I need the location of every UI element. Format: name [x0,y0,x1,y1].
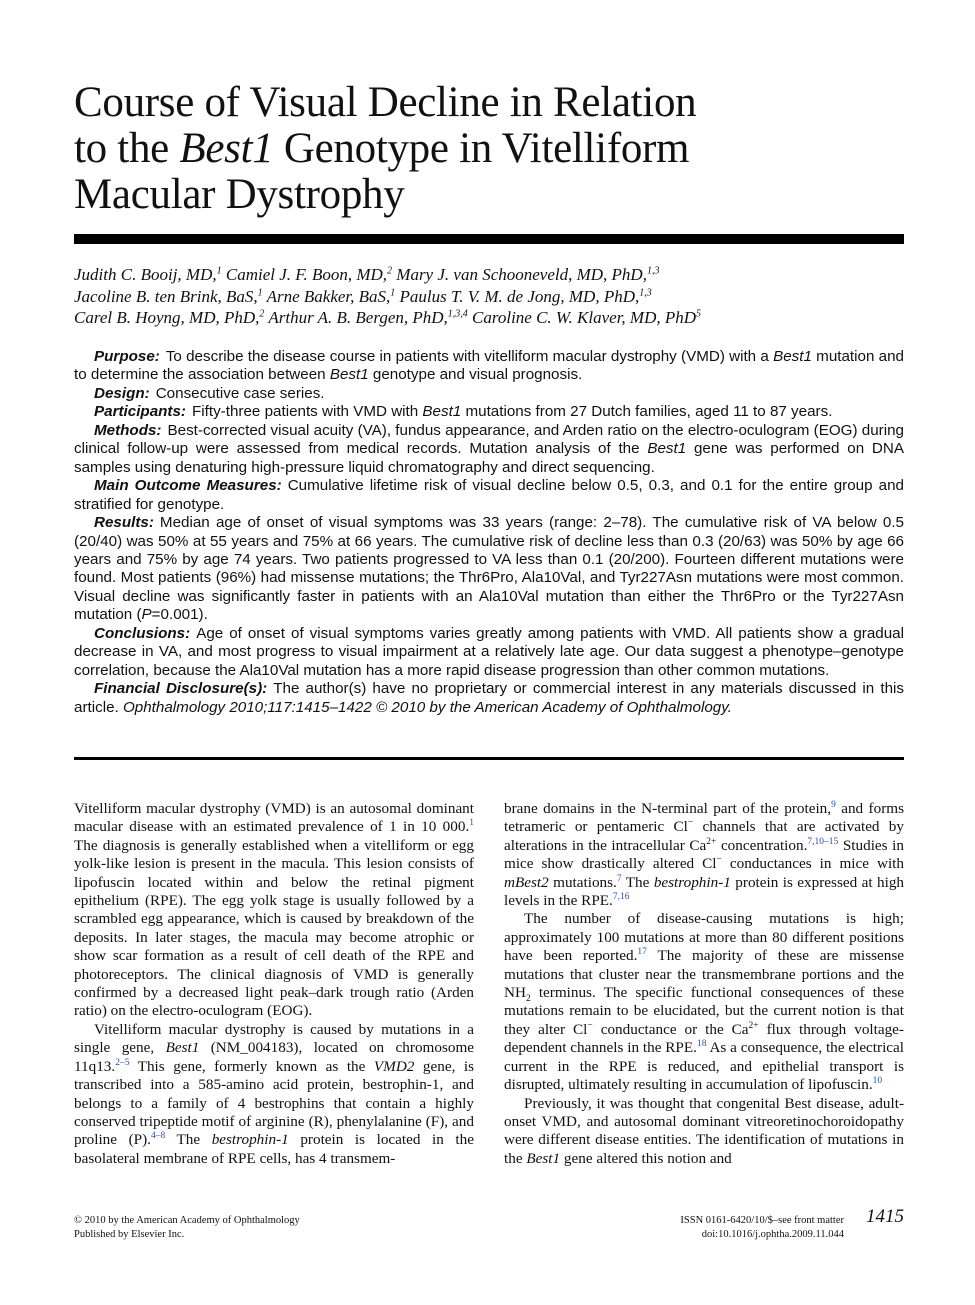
doi-line: doi:10.1016/j.ophtha.2009.11.044 [701,1229,844,1240]
reference-link[interactable]: 7,10–15 [807,836,839,847]
abstract-purpose: Purpose: To describe the disease course in patients with vitelliform macular dystrophy (VMD) with a Best1 mutation and to determine the association between Best1 genotype and visual prognosis. [74,348,905,384]
abstract-disclosure: Financial Disclosure(s): The author(s) have no proprietary or commercial interest in any materials discussed in this article. Ophthalmology 2010;117:1415–1422 © 2010 by the American Academy of Ophthalmology. [74,680,904,716]
title-rule [74,234,904,244]
title-line-1: Course of Visual Decline in Relation [74,79,697,126]
publisher-line: Published by Elsevier Inc. [74,1229,185,1240]
abstract-design: Design: Consecutive case series. [94,384,325,402]
body-column-left [74,800,474,1168]
author: Jacoline B. ten Brink, BaS,$^1$ [74,286,263,306]
copyright-line: © 2010 by the American Academy of Ophthalmology [74,1215,300,1226]
author: Caroline C. W. Klaver, MD, PhD$^5$ [472,308,702,327]
author: Arthur A. B. Bergen, PhD,$^{1,3,4}$ [268,308,468,327]
author-list [74,264,904,329]
reference-link[interactable]: 9 [831,799,836,810]
issn-line: ISSN 0161-6420/10/$–see front matter [680,1215,844,1226]
journal-citation: Ophthalmology 2010;117:1415–1422 © 2010 by the American Academy of Ophthalmology. [122,698,732,716]
author: Camiel J. F. Boon, MD,$^2$ [225,265,393,284]
title-line-2-pre: to the [74,125,180,172]
abstract-results: Results: Median age of onset of visual symptoms was 33 years (range: 2–78). The cumulative risk of VA below 0.5 (20/40) was 50% at 55 years and 75% at 66 years. The cumulative risk of decline less than 0.3 (20/63) was 50% by age 66 years and 75% by age 74 years. Two patients progressed to VA less than 0.1 (20/200). Fourteen different mutations were found. Most patients (96%) had missense mutations; the Thr6Pro, Ala10Val, and Tyr227Asn mutations were most common. Visual decline was significantly faster in patients with an Ala10Val mutation than either the Thr6Pro or the Tyr227Asn mutation (P=0.001). [74,514,904,624]
body-column-right [504,800,904,1168]
title-line-2-post: Genotype in Vitelliform [273,125,690,172]
reference-link[interactable]: 10 [872,1076,883,1087]
body-paragraph: Vitelliform macular dystrophy is caused by mutations in a single gene, Best1 (NM_004183), located on chromosome 11q13.$^{2-5}$ This gene, formerly known as the VMD2 gene, is transcribed into a 585-amino acid protein, bestrophin-1, and belongs to a family of 4 bestrophins that contain a highly conserved tripeptide motif of arginine (R), phenylalanine (F), and proline (P).$^{4-8}$ The bestrophin-1 protein is located in the basolateral membrane of RPE cells, has 4 transmem- [74,1020,475,1167]
body-paragraph: Vitelliform macular dystrophy (VMD) is an autosomal dominant macular disease with an estimated prevalence of 1 in 10 000.$^1$ The diagnosis is generally established when a vitelliform or egg yolk-like lesion is present in the macula. This lesion consists of lipofuscin located within and below the retinal pigment epithelium (RPE). The egg yolk stage is usually followed by a scrambled egg appearance, which is caused by breakdown of the deposits. In later stages, the macula may become atrophic or show scar formation as a result of cell death of the RPE and photoreceptors. The clinical diagnosis of VMD is generally confirmed by a decreased light peak–dark trough ratio (Arden ratio) on the electro-oculogram (EOG). [74,800,474,1020]
footer-copyright [74,1214,474,1242]
author: Judith C. Booij, MD,$^1$ [74,265,222,284]
title-line-3: Macular Dystrophy [74,171,405,218]
reference-link[interactable]: 18 [696,1039,707,1050]
author: Arne Bakker, BaS,$^1$ [266,286,396,306]
abstract-conclusions: Conclusions: Age of onset of visual symptoms varies greatly among patients with VMD. All patients show a gradual decrease in VA, and most progress to visual impairment at a relatively late age. Our data suggest a phenotype–genotype correlation, because the Ala10Val mutation has a more rapid disease progression than other common mutations. [74,624,904,679]
author: Mary J. van Schooneveld, MD, PhD,$^{1,3}$ [396,265,660,284]
body-paragraph: brane domains in the N-terminal part of the protein,$^9$ and forms tetrameric or pentameric Cl− channels that are activated by alterations in the intracellular $Ca^{2+}$ concentration.$^{7,10-15}$ Studies in mice show drastically altered Cl− conductances in mice with mBest2 mutations.$^7$ The bestrophin-1 protein is expressed at high levels in the RPE.$^{7,16}$ [504,799,905,910]
abstract-methods: Methods: Best-corrected visual acuity (VA), fundus appearance, and Arden ratio on the electro-oculogram (EOG) during clinical follow-up were assessed from medical records. Mutation analysis of the Best1 gene was performed on DNA samples using denaturing high-pressure liquid chromatography and direct sequencing. [74,421,904,476]
reference-link[interactable]: 7,16 [612,891,630,902]
reference-link[interactable]: 4–8 [150,1131,166,1142]
body-paragraph: Previously, it was thought that congenital Best disease, adult-onset VMD, and autosomal dominant vitreoretinochoroidopathy were different disease entities. The identification of mutations in the Best1 gene altered this notion and [504,1094,904,1167]
footer-identifiers [560,1214,844,1242]
reference-link[interactable]: 17 [637,947,647,958]
body-paragraph: The number of disease-causing mutations is high; approximately 100 mutations at more than 80 different positions have been reported.$^{17}$ The majority of these are missense mutations that cluster near the transmembrane portions and the $NH_2$ terminus. The specific functional consequences of these mutations remain to be elucidated, but the current notion is that they alter Cl− conductance or the $Ca^{2+}$ flux through voltage-dependent channels in the RPE.$^{18}$ As a consequence, the electrical current in the RPE is reduced, and epithelial transport is disrupted, ultimately resulting in accumulation of lipofuscin.$^{10}$ [504,910,905,1094]
reference-link[interactable]: 1 [469,818,474,829]
abstract-rule [74,757,904,760]
page-number: 1415 [866,1206,904,1227]
reference-link[interactable]: 7 [616,873,622,884]
abstract [74,348,904,717]
author: Carel B. Hoyng, MD, PhD,$^2$ [74,308,265,327]
author: Paulus T. V. M. de Jong, MD, PhD,$^{1,3}$ [399,286,652,306]
abstract-outcome-measures: Main Outcome Measures: Cumulative lifetime risk of visual decline below 0.5, 0.3, and 0.1 for the entire group and stratified for genotype. [74,477,904,513]
article-title [74,80,904,218]
reference-link[interactable]: 2–5 [115,1057,130,1068]
abstract-participants: Participants: Fifty-three patients with VMD with Best1 mutations from 27 Dutch families, aged 11 to 87 years. [94,403,833,421]
title-line-2-gene: Best1 [179,125,274,172]
